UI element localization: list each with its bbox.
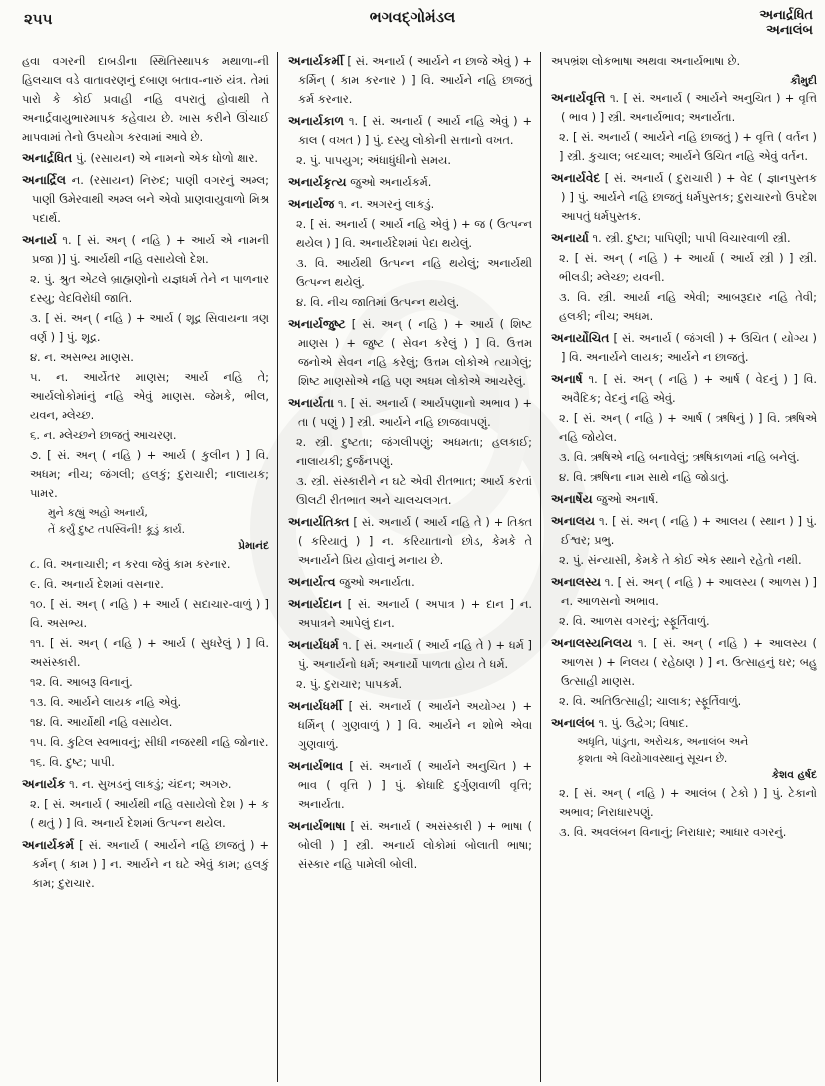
definition: ૧. [ સં. અન્ ( નહિ ) + આર્ષ ( વેદનું ) ] વિ. અવૈદિક; વેદનું નહિ એવું. bbox=[561, 372, 817, 405]
dictionary-entry bbox=[288, 817, 532, 874]
dictionary-entry bbox=[22, 775, 269, 833]
headword: અનાર્યતા bbox=[288, 396, 334, 410]
dictionary-entry bbox=[288, 195, 532, 312]
dictionary-entry bbox=[551, 229, 817, 326]
headword: અનાર્ષેય bbox=[551, 492, 593, 506]
headword: અનાર્યક bbox=[22, 777, 66, 791]
entry-first-line bbox=[551, 89, 817, 127]
sense: ૨. પું. પાપયુગ; અંધાધુંધીનો સમય. bbox=[296, 153, 451, 167]
dictionary-entry bbox=[288, 757, 532, 814]
citation-line: મુને કહ્યું અહો અનાર્ય, bbox=[48, 506, 148, 519]
sense: ૨. [ સં. અનાર્ય ( આર્યને નહિ છાજતું ) + વૃત્તિ ( વર્તન ) ] સ્ત્રી. કુચાલ; બદચાલ; આર્યને ઉચિત નહિ એવું વર્તન. bbox=[559, 130, 817, 163]
dictionary-entry bbox=[288, 315, 532, 391]
entry-first-line bbox=[288, 817, 532, 874]
entry-first-line bbox=[288, 697, 532, 754]
sense: ૭. [ સં. અન્ ( નહિ ) + આર્ય ( કુલીન ) ] વિ. અધમ; નીચ; જંગલી; હલકું; દુરાચારી; નાલાયક; પામર. bbox=[30, 448, 269, 500]
headword: અનાર્યકર્મી bbox=[288, 54, 344, 68]
sense: ૨. [ સં. અન્ ( નહિ ) + આર્યા ( આર્ય સ્ત્રી ) ] સ્ત્રી. ભીલડી; મ્લેચ્છ; યવની. bbox=[559, 251, 817, 284]
sense: ૩. વિ. આર્યથી ઉત્પન્ન નહિ થયેલું; અનાર્યથી ઉત્પન્ન થયેલું. bbox=[296, 256, 532, 289]
headword: અનાર્યજ bbox=[288, 197, 335, 211]
quote-attribution: કૌમુદી bbox=[790, 75, 817, 87]
entry-first-line bbox=[551, 573, 817, 611]
headword: અનાર્યભાષા bbox=[288, 819, 346, 833]
definition: ૧. ન. સુખડનું લાકડું; ચંદન; અગરુ. bbox=[69, 777, 232, 791]
definition: [ સં. અન્ ( નહિ ) + આર્ય ( શિષ્ટ માણસ ) + જુષ્ટ ( સેવન કરેલું ) ] વિ. ઉત્તમ જનોએ સેવન નહિ કરેલું; ઉત્તમ લોકોએ ત્યાગેલું; શિષ્ટ માણસોએ નહિ પણ અધમ લોકોએ આચરેલું. bbox=[298, 317, 533, 388]
entry-first-line bbox=[22, 836, 269, 893]
definition: [ સં. અનાર્ય ( દુરાચારી ) + વેદ ( જ્ઞાનપુસ્તક ) ] પું. આર્યને નહિ છાજતું ધર્મપુસ્તક; દુરાચારનો ઉપદેશ આપતું ધર્મપુસ્તક. bbox=[561, 171, 817, 223]
sense: ૩. વિ. અવલંબન વિનાનું; નિરાધાર; આધાર વગરનું. bbox=[559, 825, 787, 839]
dictionary-entry bbox=[551, 634, 817, 711]
definition: ન. (રસાયન) નિરુદ; પાણી વગરનું અમ્લ; પાણી ઉમેરવાથી અમ્લ બને એવો પ્રાણવાયુવાળો મિશ્ર પદાર્થ. bbox=[32, 173, 269, 225]
headword: અનાર્દ્રિલ bbox=[22, 173, 67, 187]
definition: [ સં. અનાર્ય ( જંગલી ) + ઉચિત ( યોગ્ય ) ] વિ. અનાર્યને લાયક; આર્યને ન છાજતું. bbox=[561, 331, 817, 364]
headword: અનાર્યકૃત્ય bbox=[288, 175, 347, 189]
definition: ૧. [ સં. અન્ ( નહિ ) + આર્ય એ નામની પ્રજા )] પું. આર્યથી નહિ વસાયેલો દેશ. bbox=[32, 233, 269, 266]
headword: અનાર્યવૃત્તિ bbox=[551, 91, 606, 105]
dictionary-entry bbox=[288, 513, 532, 570]
headword: અનાર્યધર્મ bbox=[288, 638, 339, 652]
continued-text: હવા વગરની દાબડીના સ્થિતિસ્થાપક મથાળા-ની હિલચાલ વડે વાતાવરણનું દબાણ બતાવ-નારું યંત્ર. તેમાં પારો કે કોઈ પ્રવાહી નહિ વપરાતું હોવાથી તે અનાર્દ્રવાયુભારમાપક કહેવાય છે. ખાસ કરીને ઊંચાઈ માપવામાં તેનો ઉપયોગ કરવામાં આવે છે. bbox=[22, 54, 269, 144]
sense: ૧૦. [ સં. અન્ ( નહિ ) + આર્ય ( સદાચાર-વાળું ) ] વિ. અસભ્ય. bbox=[30, 597, 269, 630]
sense: ૨. વિ. આળસ વગરનું; સ્ફૂર્તિવાળું. bbox=[559, 614, 710, 628]
entry-first-line bbox=[551, 512, 817, 550]
entry-first-line bbox=[551, 490, 817, 509]
citation-line: તેં કર્યું દુષ્ટ તપસ્વિની! કૂડું કાર્ય. bbox=[48, 523, 186, 536]
sense: ૪. વિ. નીચ જાતિમાં ઉત્પન્ન થયેલું. bbox=[296, 295, 460, 309]
entry-first-line bbox=[22, 231, 269, 269]
dictionary-entry bbox=[551, 169, 817, 226]
headword: અનાર્યા bbox=[551, 231, 589, 245]
entry-first-line bbox=[551, 714, 817, 733]
dictionary-entry bbox=[288, 394, 532, 510]
sense: ૨. [ સં. અન્ ( નહિ ) + આર્ષ ( ઋષિનું ) ] વિ. ઋષિએ નહિ જોયેલ. bbox=[559, 411, 817, 444]
headword: અનાર્યકાળ bbox=[288, 114, 345, 128]
dictionary-entry bbox=[288, 52, 532, 109]
quote-attribution: પ્રેમાનંદ bbox=[238, 540, 269, 552]
definition: [ સં. અનાર્ય ( આર્યને ન છાજે એવું ) + કર્મિન્ ( કામ કરનાર ) ] વિ. આર્યને નહિ છાજતું કર્મ કરનાર. bbox=[298, 54, 532, 106]
entry-first-line bbox=[22, 171, 269, 228]
entry-first-line bbox=[551, 370, 817, 408]
page-number: ૨૫૫ bbox=[24, 10, 53, 28]
entry-first-line bbox=[288, 52, 532, 109]
column-right bbox=[540, 52, 817, 1082]
definition: [ સં. અનાર્ય ( આર્યને અનુચિત ) + ભાવ ( વૃત્તિ ) ] પું. ક્રોધાદિ દુર્ગુણવાળી વૃત્તિ; અનાર્યતા. bbox=[298, 759, 532, 811]
sense: ૩. વિ. ઋષિએ નહિ બનાવેલું; ઋષિકાળમાં નહિ બનેલું. bbox=[559, 450, 800, 464]
definition: ૧. [ સં. અનાર્ય ( આર્યને અનુચિત ) + વૃત્તિ ( ભાવ ) ] સ્ત્રી. અનાર્યભાવ; અનાર્યતા. bbox=[561, 91, 817, 124]
dictionary-entry bbox=[288, 595, 532, 633]
dictionary-entry bbox=[551, 573, 817, 631]
headword: અનાલય bbox=[551, 514, 596, 528]
page-header bbox=[0, 0, 825, 50]
dictionary-entry bbox=[551, 89, 817, 166]
dictionary-entry bbox=[22, 149, 269, 168]
headword: અનાર્યદાન bbox=[288, 597, 342, 611]
headword: અનાર્યધર્મી bbox=[288, 699, 343, 713]
definition: પું. (રસાયન) એ નામનો એક ધોળો ક્ષાર. bbox=[75, 151, 258, 165]
citation-line: અધૃતિ, પાંડુતા, અરોચક, અનાલંબ અને bbox=[577, 735, 749, 748]
headword: અનાર્યતિક્ત bbox=[288, 515, 350, 529]
continued-text: અપભ્રંશ લોકભાષા અથવા અનાર્યભાષા છે. bbox=[551, 54, 741, 68]
sense: ૩. [ સં. અન્ ( નહિ ) + આર્ય ( શૂદ્ર સિવાયના ત્રણ વર્ણ ) ] પું. શૂદ્ર. bbox=[30, 311, 269, 344]
definition: ૧. [ સં. અન્ ( નહિ ) + આલસ્ય ( આળસ ) ] ન. આળસનો અભાવ. bbox=[561, 575, 817, 608]
definition: ૧. સ્ત્રી. દુષ્ટા; પાપિણી; પાપી વિચારવાળી સ્ત્રી. bbox=[592, 231, 791, 245]
dictionary-entry bbox=[551, 370, 817, 487]
sense: ૩. વિ. સ્ત્રી. આર્યા નહિ એવી; આબરૂદાર નહિ તેવી; હલકી; નીચ; અધમ. bbox=[559, 290, 817, 323]
headword: અનાલસ્યનિલય bbox=[551, 636, 633, 650]
sense: ૪. ન. અસભ્ય માણસ. bbox=[30, 350, 134, 364]
entry-first-line bbox=[551, 169, 817, 226]
dictionary-columns bbox=[22, 52, 817, 1082]
entry-first-line bbox=[551, 229, 817, 248]
dictionary-entry bbox=[551, 714, 817, 842]
headword: અનાર્દ્રધિત bbox=[22, 151, 73, 165]
entry-first-line bbox=[288, 595, 532, 633]
dictionary-entry bbox=[551, 329, 817, 367]
entry-first-line bbox=[288, 636, 532, 674]
sense: ૨. વિ. અતિઉત્સાહી; ચાલાક; સ્ફૂર્તિવાળું. bbox=[559, 694, 742, 708]
entry-first-line bbox=[22, 149, 269, 168]
sense: ૧૪. વિ. આર્યોથી નહિ વસાયેલ. bbox=[30, 715, 173, 729]
dictionary-entry bbox=[288, 112, 532, 170]
entry-first-line bbox=[551, 329, 817, 367]
entry-first-line bbox=[288, 315, 532, 391]
entry-first-line bbox=[551, 634, 817, 691]
headword: અનાર્ષ bbox=[551, 372, 583, 386]
sense: ૬. ન. મ્લેચ્છને છાજતું આચરણ. bbox=[30, 428, 177, 442]
sense: ૩. સ્ત્રી. સંસ્કારીને ન ઘટે એવી રીતભાત; આર્ય કરતાં ઊલટી રીતભાત અને ચાલચલગત. bbox=[296, 474, 532, 507]
sense: ૨. પું. દુરાચાર; પાપકર્મ. bbox=[296, 677, 403, 691]
entry-first-line bbox=[288, 573, 532, 592]
sense: ૧૨. વિ. આબરૂ વિનાનું. bbox=[30, 675, 133, 689]
sense: ૧૫. વિ. કુટિલ સ્વભાવનું; સીધી નજરથી નહિ જોનાર. bbox=[30, 735, 269, 749]
definition: જુઓ અનાર્ષ. bbox=[596, 492, 659, 506]
entry-first-line bbox=[288, 394, 532, 432]
definition: ૧. [ સં. અનાર્ય ( આર્ય નહિ તે ) + ધર્મ ] પું. અનાર્યનો ધર્મ; અનાર્યો પાળતા હોય તે ધર્મ. bbox=[298, 638, 533, 671]
sense: ૨. [ સં. અનાર્ય ( આર્યથી નહિ વસાયેલો દેશ ) + ક ( થતું ) ] વિ. અનાર્ય દેશમાં ઉત્પન્ન થયેલ. bbox=[30, 797, 269, 830]
sense: ૧૧. [ સં. અન્ ( નહિ ) + આર્ય ( સુધરેલું ) ] વિ. અસંસ્કારી. bbox=[30, 636, 269, 669]
sense: ૨. પું. શ્રુત એટલે બ્રાહ્મણોનો યજ્ઞધર્મ તેને ન પાળનાર દસ્યુ; વેદવિરોધી જાતિ. bbox=[30, 272, 269, 305]
sense: ૨. [ સં. અનાર્ય ( આર્ય નહિ એવું ) + જ ( ઉત્પન્ન થયેલ ) ] વિ. અનાર્યદેશમાં પેદા થયેલું. bbox=[296, 217, 532, 250]
entry-first-line bbox=[288, 757, 532, 814]
definition: ૧. [ સં. અનાર્ય ( આર્ય નહિ એવું ) + કાલ ( વખત ) ] પું. દસ્યુ લોકોની સત્તાનો વખત. bbox=[298, 114, 532, 147]
definition: ૧. પું. ઉદ્વેગ; વિષાદ. bbox=[598, 716, 689, 730]
sense: ૪. વિ. ઋષિના નામ સાથે નહિ જોડાતું. bbox=[559, 470, 730, 484]
definition: [ સં. અનાર્ય ( અપાત્ર ) + દાન ] ન. અપાત્રને આપેલું દાન. bbox=[298, 597, 533, 630]
headword: અનાર્યભાવ bbox=[288, 759, 344, 773]
guide-word-first: અનાર્દ્રધિત bbox=[759, 8, 813, 23]
definition: ૧. [ સં. અન્ ( નહિ ) + આલય ( સ્થાન ) ] પું. ઈશ્વર; પ્રભુ. bbox=[561, 514, 817, 547]
sense: ૮. વિ. અનાચારી; ન કરવા જેવું કામ કરનાર. bbox=[30, 557, 231, 571]
headword: અનાર્યકર્મ bbox=[22, 838, 75, 852]
entry-first-line bbox=[22, 775, 269, 794]
sense: ૧૩. વિ. આર્યને લાયક નહિ એવું. bbox=[30, 695, 182, 709]
entry-first-line bbox=[288, 173, 532, 192]
entry-first-line bbox=[288, 513, 532, 570]
entry-first-line bbox=[288, 112, 532, 150]
guide-words bbox=[759, 8, 813, 38]
definition: ૧. [ સં. અન્ ( નહિ ) + આલસ્ય ( આળસ ) + નિલય ( રહેઠાણ ) ] ન. ઉત્સાહનું ઘર; બહુ ઉત્સાહી માણસ. bbox=[561, 636, 817, 688]
definition: [ સં. અનાર્ય ( અસંસ્કારી ) + ભાષા ( બોલી ) ] સ્ત્રી. અનાર્ય લોકોમાં બોલાતી ભાષા; સંસ્કાર નહિ પામેલી બોલી. bbox=[298, 819, 532, 871]
sense: ૨. સ્ત્રી. દુષ્ટતા; જંગલીપણું; અધમતા; હલકાઈ; નાલાયકી; દુર્જનપણું. bbox=[296, 435, 532, 468]
headword: અનાર્ય bbox=[22, 233, 57, 247]
dictionary-entry bbox=[551, 490, 817, 509]
headword: અનાર્યજુષ્ટ bbox=[288, 317, 346, 331]
definition: જુઓ અનાર્યકર્મ. bbox=[350, 175, 432, 189]
headword: અનાર્યવેદ bbox=[551, 171, 601, 185]
definition: ૧. [ સં. અનાર્ય ( આર્યપણાનો અભાવ ) + તા ( પણું ) ] સ્ત્રી. આર્યને નહિ છાજવાપણું. bbox=[298, 396, 532, 429]
citation-line: કૃશતા એ વિયોગાવસ્થાનું સૂચન છે. bbox=[577, 752, 728, 765]
sense: ૨. [ સં. અન્ ( નહિ ) + આલંબ ( ટેકો ) ] પું. ટેકાનો અભાવ; નિરાધારપણું. bbox=[559, 786, 817, 819]
headword: અનાલસ્ય bbox=[551, 575, 602, 589]
sense: ૫. ન. આર્યેતર માણસ; આર્ય નહિ તે; આર્યલોકોમાંનું નહિ એવું માણસ. જેમકે, ભીલ, યવન, મ્લેચ્છ. bbox=[30, 370, 269, 422]
guide-word-last: અનાલંબ bbox=[766, 23, 813, 38]
column-middle bbox=[277, 52, 540, 1082]
dictionary-entry bbox=[288, 573, 532, 592]
dictionary-entry bbox=[288, 173, 532, 192]
sense: ૧૬. વિ. દુષ્ટ; પાપી. bbox=[30, 755, 115, 769]
dictionary-entry bbox=[22, 231, 269, 772]
dictionary-entry bbox=[288, 636, 532, 694]
definition: [ સં. અનાર્ય ( આર્યને અયોગ્ય ) + ધર્મિન્ ( ગુણવાળું ) ] વિ. આર્યને ન શોભે એવા ગુણવાળું. bbox=[298, 699, 532, 751]
definition: [ સં. અનાર્ય ( આર્ય નહિ તે ) + તિક્ત ( કરિયાતું ) ] ન. કરિયાતાનો છોડ, કેમકે તે અનાર્યને પ્રિય હોવાનું મનાય છે. bbox=[298, 515, 532, 567]
column-left bbox=[22, 52, 277, 1082]
definition: ૧. ન. અગરનું લાકડું. bbox=[338, 197, 435, 211]
definition: જુઓ અનાર્યતા. bbox=[339, 575, 415, 589]
sense: ૨. પું. સંન્યાસી, કેમકે તે કોઈ એક સ્થાને રહેતો નથી. bbox=[559, 553, 802, 567]
sense: ૯. વિ. અનાર્ય દેશમાં વસનાર. bbox=[30, 577, 164, 591]
dictionary-entry bbox=[288, 697, 532, 754]
entry-first-line bbox=[288, 195, 532, 214]
headword: અનાર્યત્વ bbox=[288, 575, 336, 589]
headword: અનાર્યોચિત bbox=[551, 331, 610, 345]
headword: અનાલંબ bbox=[551, 716, 595, 730]
definition: [ સં. અનાર્ય ( આર્યને નહિ છાજતું ) + કર્મન્ ( કામ ) ] ન. આર્યને ન ઘટે એવું કામ; હલકું કામ; દુરાચાર. bbox=[32, 838, 269, 890]
dictionary-entry bbox=[22, 836, 269, 893]
dictionary-entry bbox=[551, 512, 817, 570]
quote-attribution: કેશવ હર્ષદ bbox=[771, 769, 817, 781]
dictionary-entry bbox=[22, 171, 269, 228]
book-title: ભગવદ્ગોમંડલ bbox=[369, 8, 456, 26]
